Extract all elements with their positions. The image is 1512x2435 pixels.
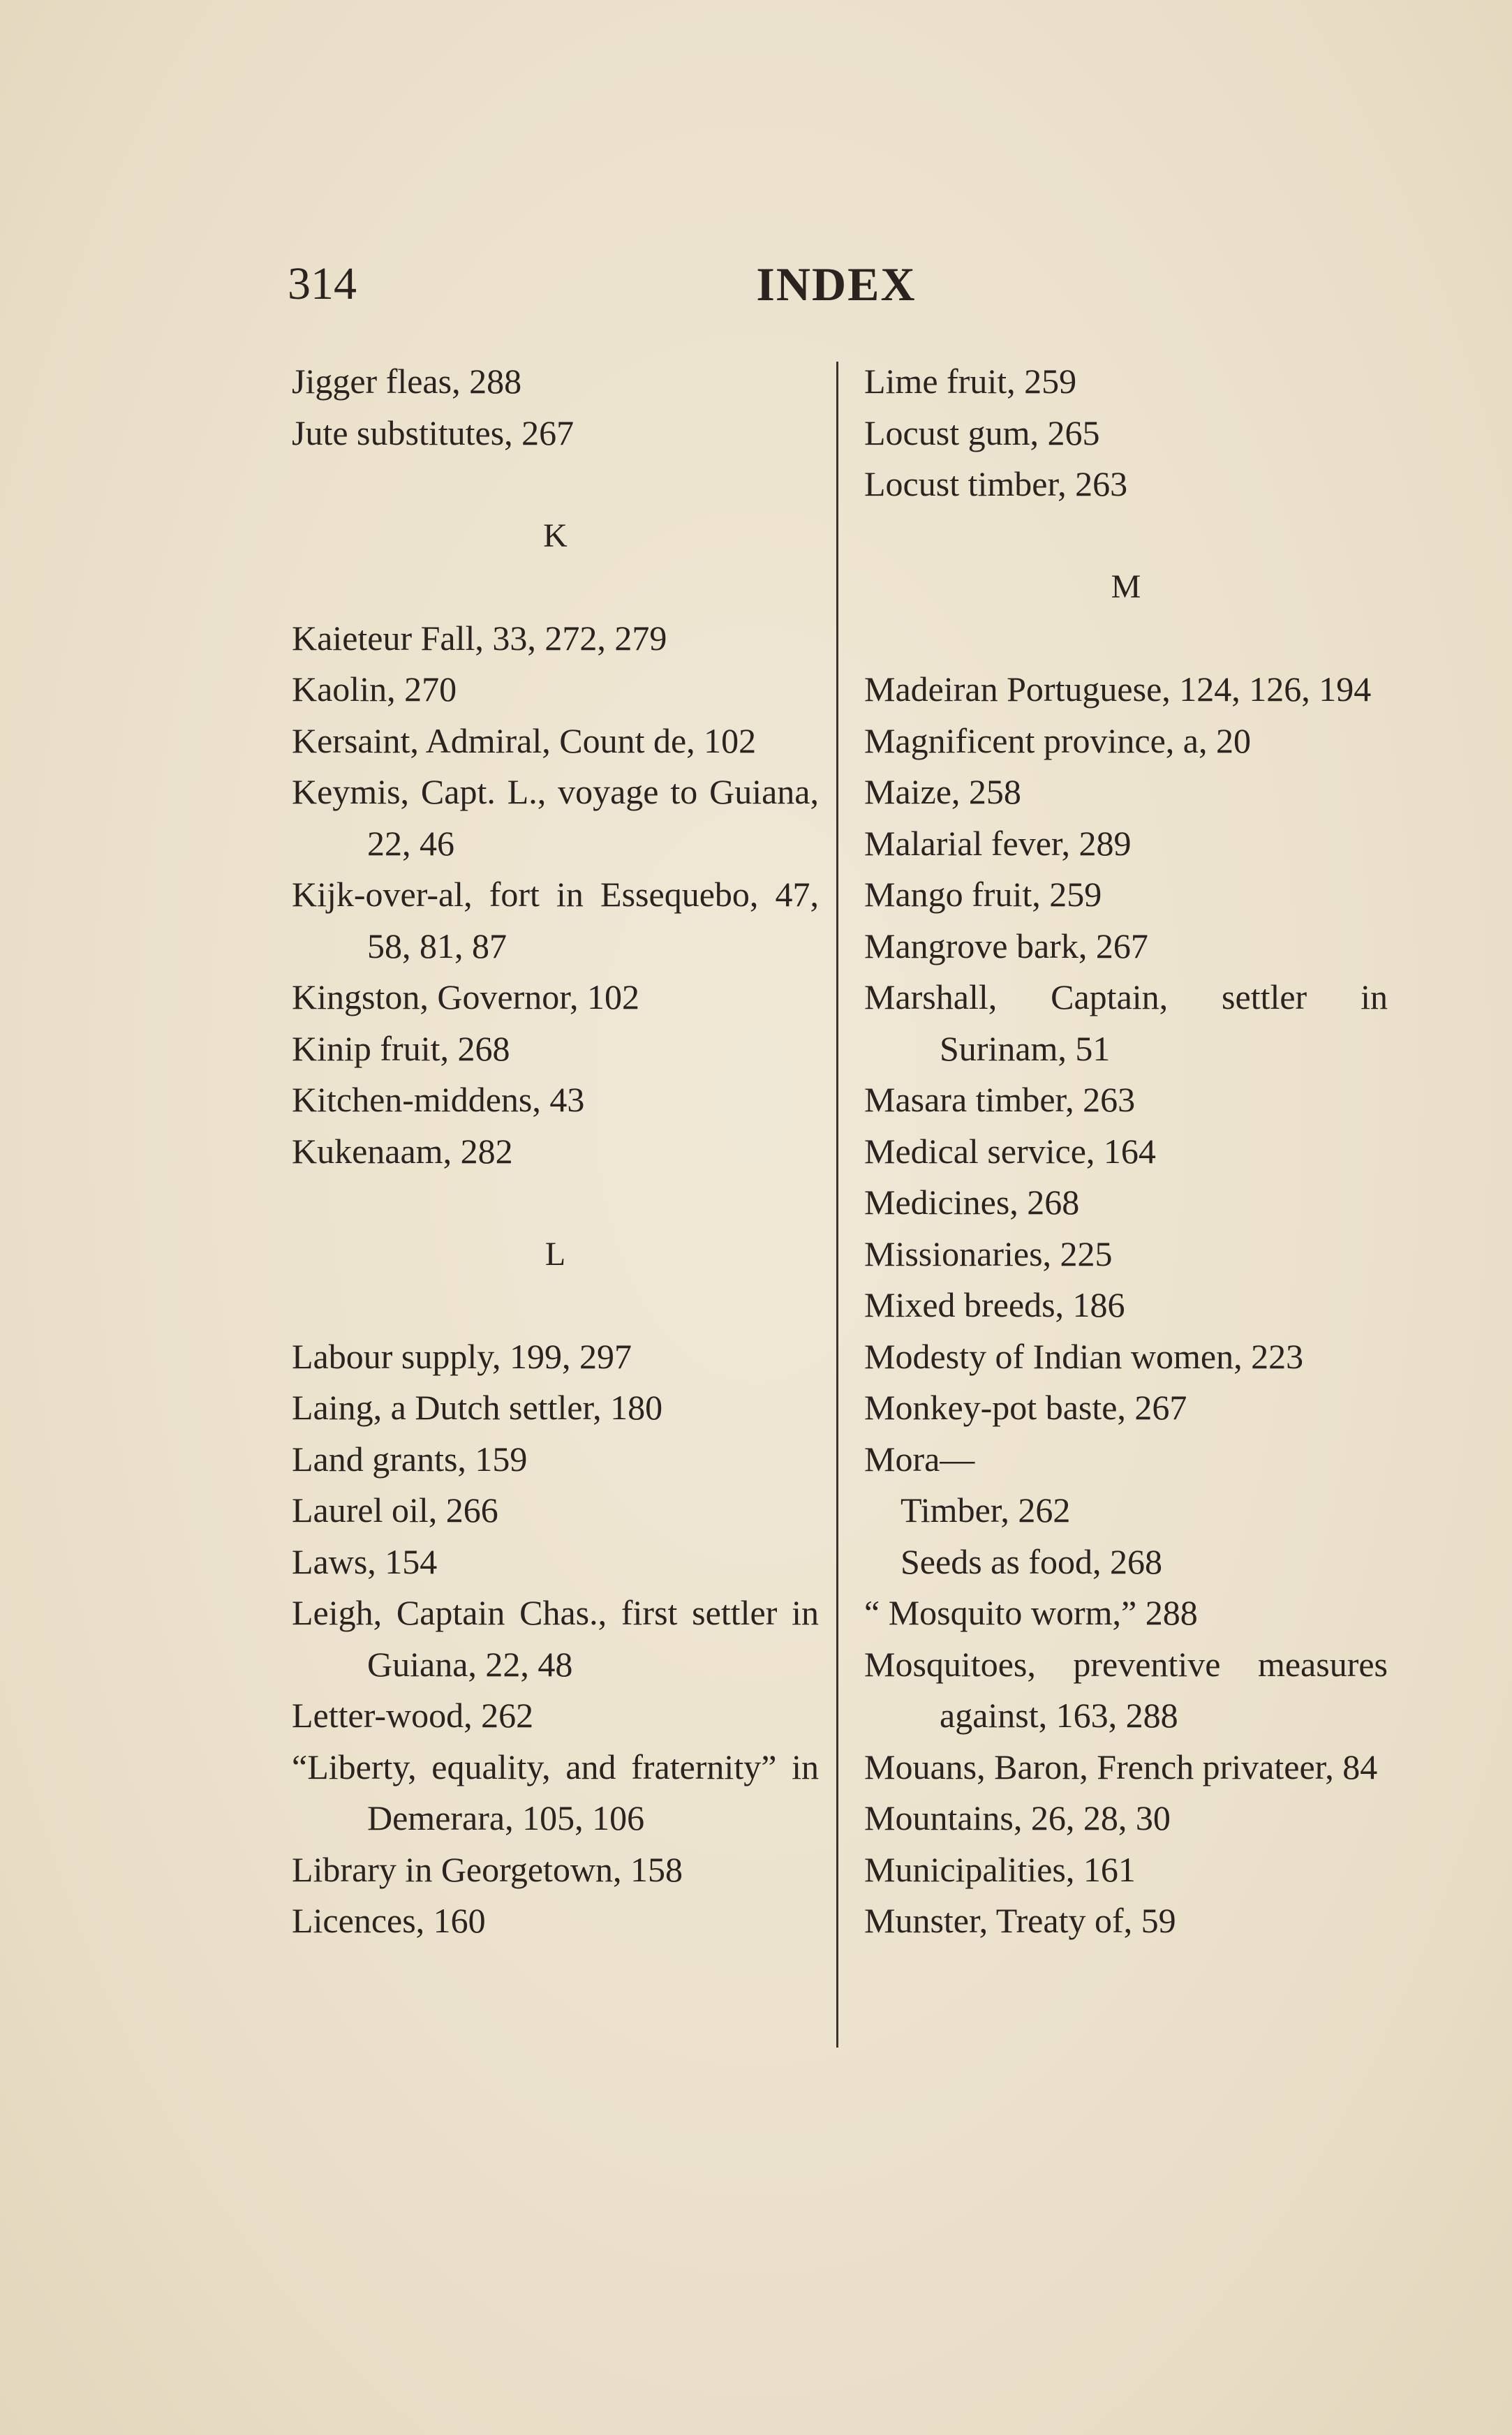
index-entry: “ Mosquito worm,” 288 bbox=[864, 1593, 1198, 1632]
index-entry: Mango fruit, 259 bbox=[864, 875, 1102, 914]
index-entry: Land grants, 159 bbox=[292, 1439, 528, 1479]
index-entry: Mouans, Baron, French privateer, 84 bbox=[864, 1747, 1378, 1786]
index-entry: Magnificent province, a, 20 bbox=[864, 720, 1251, 760]
index-entry: Kukenaam, 282 bbox=[292, 1131, 513, 1171]
index-entry: Leigh, Captain Chas., first settler in Guiana, 22, 48 bbox=[292, 1593, 819, 1684]
index-entry: Malarial fever, 289 bbox=[864, 823, 1132, 863]
index-entry: Medical service, 164 bbox=[864, 1131, 1156, 1171]
page-title: INDEX bbox=[756, 258, 917, 311]
column-divider bbox=[836, 362, 838, 2048]
index-entry: Marshall, Captain, settler in Surinam, 51 bbox=[864, 977, 1388, 1068]
index-entry: Mangrove bark, 267 bbox=[864, 926, 1148, 965]
index-entry: Masara timber, 263 bbox=[864, 1080, 1136, 1119]
index-entry: Mosquitoes, preventive measures against, 163, 288 bbox=[864, 1644, 1388, 1735]
index-entry: Mixed breeds, 186 bbox=[864, 1285, 1125, 1324]
index-entry: Jigger fleas, 288 bbox=[292, 362, 522, 401]
index-entry: Kaieteur Fall, 33, 272, 279 bbox=[292, 618, 667, 658]
index-entry: Kaolin, 270 bbox=[292, 669, 457, 709]
section-letter-k: K bbox=[543, 517, 568, 554]
index-entry: Library in Georgetown, 158 bbox=[292, 1849, 683, 1889]
index-entry: Kitchen-middens, 43 bbox=[292, 1080, 585, 1119]
index-entry: Monkey-pot baste, 267 bbox=[864, 1388, 1187, 1427]
index-entry: Locust timber, 263 bbox=[864, 464, 1128, 503]
index-entry: Missionaries, 225 bbox=[864, 1234, 1113, 1273]
index-entry: “Liberty, equality, and fraternity” in Demerara, 105, 106 bbox=[292, 1747, 819, 1837]
index-entry: Laws, 154 bbox=[292, 1541, 438, 1581]
index-entry: Munster, Treaty of, 59 bbox=[864, 1901, 1176, 1940]
index-entry: Laing, a Dutch settler, 180 bbox=[292, 1388, 663, 1427]
index-entry: Keymis, Capt. L., voyage to Guiana, 22, 46 bbox=[292, 772, 819, 863]
index-column-left bbox=[292, 356, 819, 1947]
index-entry: Medicines, 268 bbox=[864, 1183, 1080, 1222]
index-entry: Municipalities, 161 bbox=[864, 1849, 1136, 1889]
page-number: 314 bbox=[288, 258, 357, 309]
index-entry: Mountains, 26, 28, 30 bbox=[864, 1798, 1171, 1837]
index-entry: Mora— bbox=[864, 1439, 975, 1479]
section-letter-m: M bbox=[1111, 568, 1141, 605]
index-entry: Kingston, Governor, 102 bbox=[292, 977, 639, 1016]
section-letter-l: L bbox=[544, 1235, 566, 1273]
index-column-right bbox=[864, 356, 1388, 1947]
index-entry: Locust gum, 265 bbox=[864, 413, 1100, 452]
index-entry: Modesty of Indian women, 223 bbox=[864, 1336, 1304, 1376]
index-subentry: Timber, 262 bbox=[900, 1490, 1071, 1530]
index-entry: Licences, 160 bbox=[292, 1901, 486, 1940]
index-entry: Lime fruit, 259 bbox=[864, 362, 1077, 401]
index-entry: Maize, 258 bbox=[864, 772, 1021, 811]
index-entry: Labour supply, 199, 297 bbox=[292, 1336, 632, 1376]
index-entry: Laurel oil, 266 bbox=[292, 1490, 498, 1530]
index-entry: Letter-wood, 262 bbox=[292, 1696, 534, 1735]
index-entry: Kinip fruit, 268 bbox=[292, 1028, 510, 1068]
index-entry: Kijk-over-al, fort in Essequebo, 47, 58, 81, 87 bbox=[292, 875, 819, 965]
index-entry: Kersaint, Admiral, Count de, 102 bbox=[292, 720, 757, 760]
index-entry: Jute substitutes, 267 bbox=[292, 413, 575, 452]
index-subentry: Seeds as food, 268 bbox=[900, 1541, 1162, 1581]
index-entry: Madeiran Portuguese, 124, 126, 194 bbox=[864, 669, 1372, 709]
